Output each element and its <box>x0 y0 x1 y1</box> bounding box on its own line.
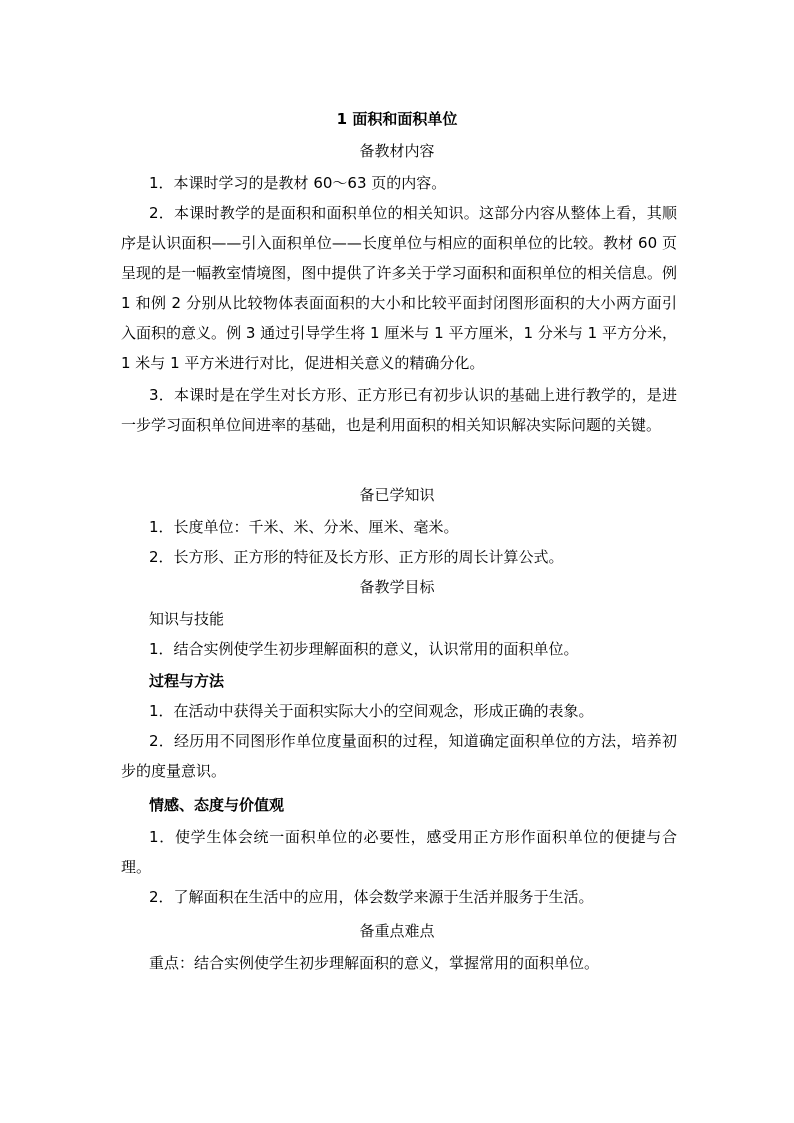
section-heading-keypoints: 备重点难点 <box>359 922 435 940</box>
paragraph-process-2: 2．经历用不同图形作单位度量面积的过程，知道确定面积单位的方法，培养初步的度量意识。 <box>121 732 677 780</box>
paragraph-prior-1: 1．长度单位：千米、米、分米、厘米、毫米。 <box>149 518 459 536</box>
paragraph-prior-2: 2．长方形、正方形的特征及长方形、正方形的周长计算公式。 <box>149 548 564 566</box>
paragraph-attitude-1: 1．使学生体会统一面积单位的必要性，感受用正方形作面积单位的便捷与合理。 <box>121 828 677 876</box>
page-title: 1 面积和面积单位 <box>336 110 458 128</box>
subheading-knowledge: 知识与技能 <box>149 610 225 628</box>
paragraph-process-1: 1．在活动中获得关于面积实际大小的空间观念，形成正确的表象。 <box>149 702 594 720</box>
paragraph-knowledge-1: 1．结合实例使学生初步理解面积的意义，认识常用的面积单位。 <box>149 640 579 658</box>
paragraph-attitude-2: 2．了解面积在生活中的应用，体会数学来源于生活并服务于生活。 <box>149 888 594 906</box>
paragraph-keypoints-1: 重点：结合实例使学生初步理解面积的意义，掌握常用的面积单位。 <box>149 954 600 972</box>
subheading-process: 过程与方法 <box>149 672 225 690</box>
section-heading-materials: 备教材内容 <box>359 142 435 160</box>
subheading-attitude: 情感、态度与价值观 <box>149 796 285 814</box>
section-heading-prior: 备已学知识 <box>359 486 435 504</box>
section-heading-goals: 备教学目标 <box>359 578 435 596</box>
paragraph-materials-3: 3．本课时是在学生对长方形、正方形已有初步认识的基础上进行教学的，是进一步学习面积单位间进率的基础，也是利用面积的相关知识解决实际问题的关键。 <box>121 386 677 434</box>
paragraph-materials-1: 1．本课时学习的是教材 60～63 页的内容。 <box>149 174 447 192</box>
paragraph-materials-2: 2．本课时教学的是面积和面积单位的相关知识。这部分内容从整体上看，其顺序是认识面积——引入面积单位——长度单位与相应的面积单位的比较。教材 60 页呈现的是一幅教室情境图，图中提供了许多关于学习面积和面积单位的相关信息。例 1 和例 2 分别从比较物体表面面积的大小和比较平面封闭图形面积的大小两方面引入面积的意义。例 3 通过引导学生将 1 厘米与 1 平方厘米，1 分米与 1 平方分米，1 米与 1 平方米进行对比，促进相关意义的精确分化。 <box>121 204 677 372</box>
